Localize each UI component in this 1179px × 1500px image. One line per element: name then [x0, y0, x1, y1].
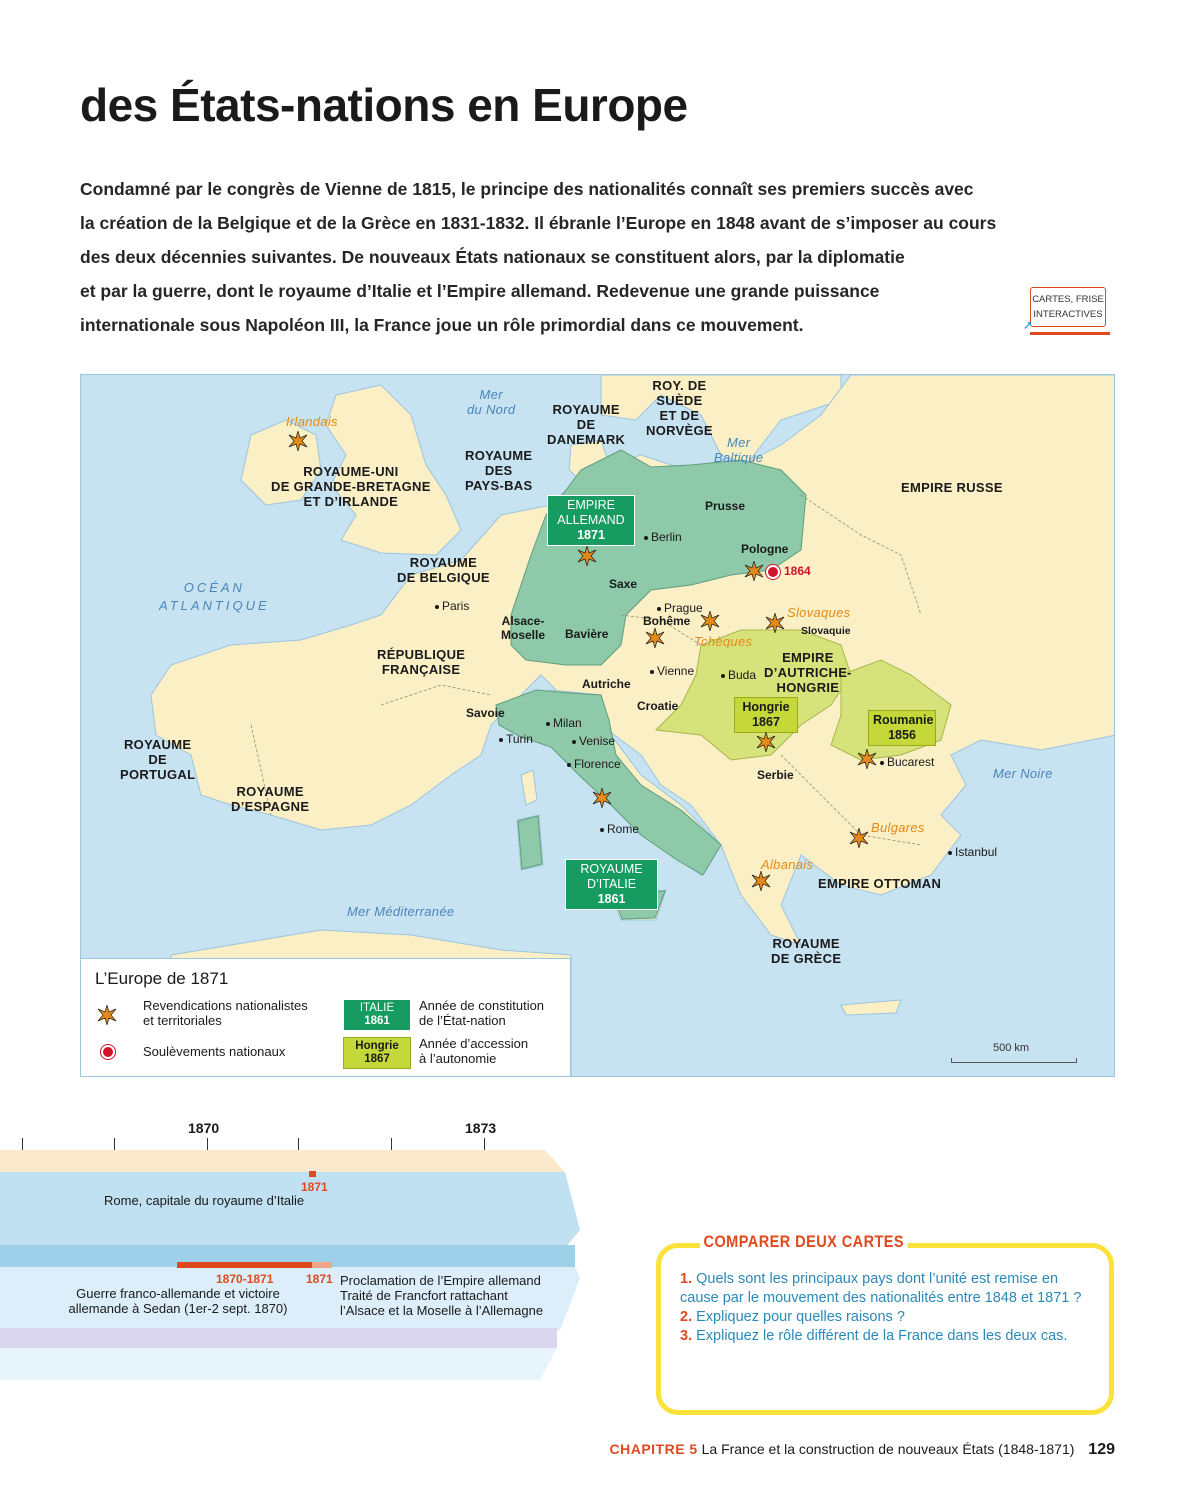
intro-line: Condamné par le congrès de Vienne de 1815, le principe des nationalités connaît ses premiers succès avec: [80, 179, 974, 199]
city-milan: Milan: [553, 716, 582, 730]
city-florence: Florence: [574, 757, 621, 771]
event-date: 1870-1871: [216, 1272, 274, 1286]
label-line: SUÈDE: [656, 393, 703, 408]
region-label-austria: Autriche: [582, 677, 631, 691]
question-text: Quels sont les principaux pays dont l’unité est remise en cause par le mouvement des nationalités entre 1848 et 1871 ?: [680, 1271, 1082, 1306]
badge-line: CARTES, FRISE: [1032, 294, 1104, 305]
legend-sample-year: 1867: [364, 1053, 390, 1065]
city-turin: Turin: [506, 732, 533, 746]
scale-bar: [951, 1058, 1077, 1063]
event-text-line: Traité de Francfort rattachant: [340, 1288, 508, 1303]
event-text-line: allemande à Sedan (1er-2 sept. 1870): [68, 1301, 288, 1316]
state-name: Roumanie: [873, 713, 934, 727]
timeline-band: [0, 1172, 580, 1248]
timeline-tick: [207, 1138, 208, 1150]
question-number: 2.: [680, 1309, 693, 1325]
state-box-romania: [868, 710, 936, 746]
region-label-bohemia: Bohême: [643, 614, 691, 628]
claim-star-icon: [577, 546, 597, 566]
label-line: PORTUGAL: [120, 767, 196, 782]
sea-label-black-sea: Mer Noire: [993, 766, 1053, 781]
footer-chapter: CHAPITRE 5: [609, 1441, 698, 1457]
question-number: 3.: [680, 1328, 693, 1344]
intro-line: et par la guerre, dont le royaume d’Italie et l’Empire allemand. Redevenue une grande puissance: [80, 281, 880, 301]
legend-sample-name: ITALIE: [359, 1002, 395, 1014]
legend-uprisings-text: Soulèvements nationaux: [143, 1044, 286, 1059]
label-line: Alsace-: [501, 614, 545, 628]
question-item: [680, 1308, 1100, 1327]
label-line: ROYAUME: [236, 784, 304, 799]
label-line: FRANÇAISE: [381, 662, 461, 677]
timeline-tick: [22, 1138, 23, 1150]
timeline-year: 1870: [188, 1120, 220, 1136]
claim-star-icon: [288, 431, 308, 451]
claim-star-icon: [857, 749, 877, 769]
legend-line: Année de constitution: [419, 998, 545, 1013]
uprising-icon: [766, 565, 780, 579]
sea-label-line: Mer: [479, 387, 503, 402]
event-text: [58, 1286, 298, 1316]
legend-uprising-icon: [101, 1045, 115, 1059]
legend-line: de l’État-nation: [419, 1013, 506, 1028]
city-rome: Rome: [607, 822, 640, 836]
sea-label-mediterranean: Mer Méditerranée: [347, 904, 455, 919]
label-line: D’AUTRICHE-: [764, 665, 852, 680]
event-date: 1871: [306, 1272, 333, 1286]
country-label-sweden: [646, 378, 713, 438]
label-line: ROYAUME: [772, 936, 840, 951]
label-line: DE BELGIQUE: [397, 570, 490, 585]
timeline-tick: [114, 1138, 115, 1150]
claim-star-icon: [744, 561, 764, 581]
people-label-slovaks: Slovaques: [787, 605, 851, 620]
event-text: [340, 1273, 543, 1318]
event-marker: [309, 1171, 316, 1177]
event-date: 1871: [301, 1180, 328, 1194]
claim-star-icon: [645, 628, 665, 648]
timeline-band: [0, 1328, 557, 1348]
page-footer: [609, 1441, 1115, 1459]
event-text-line: l’Alsace et la Moselle à l’Allemagne: [340, 1303, 544, 1318]
city-venice: Venise: [579, 734, 616, 748]
claim-star-icon: [756, 732, 776, 752]
state-box-german-empire: [547, 495, 635, 546]
state-box-hungary: [734, 697, 798, 733]
legend-line: et territoriales: [143, 1013, 222, 1028]
questions-list: [680, 1270, 1100, 1346]
people-label-bulgarians: Bulgares: [871, 820, 925, 835]
city-prague: Prague: [664, 601, 703, 615]
scale-label: 500 km: [993, 1042, 1030, 1054]
intro-line: la création de la Belgique et de la Grèce en 1831-1832. Il ébranle l’Europe en 1848 avant de s’imposer au cours: [80, 213, 997, 233]
legend-sample-name: Hongrie: [355, 1040, 399, 1052]
city-bucharest: Bucarest: [887, 755, 935, 769]
label-line: PAYS-BAS: [465, 478, 533, 493]
city-buda: Buda: [728, 668, 757, 682]
state-name-line: EMPIRE: [567, 498, 615, 512]
claim-star-icon: [849, 828, 869, 848]
timeline-tick: [484, 1138, 485, 1150]
state-year: 1867: [752, 715, 780, 729]
people-label-czechs: Tchèques: [694, 634, 753, 649]
region-label-slovakia: Slovaquie: [801, 625, 851, 637]
label-line: ET D’IRLANDE: [303, 494, 399, 509]
state-name-line: ROYAUME: [580, 862, 643, 876]
sea-label-line: Mer: [727, 435, 751, 450]
label-line: ET DE: [659, 408, 700, 423]
claim-star-icon: [700, 611, 720, 631]
claim-star-icon: [751, 871, 771, 891]
state-name-line: D’ITALIE: [586, 877, 637, 891]
region-label-bavaria: Bavière: [565, 627, 609, 641]
badge-underline: [1030, 332, 1110, 335]
people-label-irish: Irlandais: [286, 414, 338, 429]
legend-claim-star-icon: [97, 1005, 117, 1025]
state-name-line: ALLEMAND: [557, 513, 625, 527]
question-number: 1.: [680, 1271, 693, 1287]
legend-green-text: [419, 998, 544, 1028]
label-line: DANEMARK: [547, 432, 626, 447]
legend-yellow-text: [419, 1036, 528, 1066]
map-legend: [81, 958, 571, 1077]
legend-line: Revendications nationalistes: [143, 998, 308, 1013]
label-line: ROYAUME: [465, 448, 533, 463]
label-line: ROY. DE: [652, 378, 707, 393]
legend-green-sample: [343, 999, 411, 1031]
corsica-shape: [521, 770, 537, 805]
city-vienna: Vienne: [657, 664, 695, 678]
badge-line: INTERACTIVES: [1033, 309, 1103, 320]
europe-map: [80, 374, 1115, 1077]
timeline-band: [0, 1348, 557, 1380]
people-label-albanians: Albanais: [761, 857, 814, 872]
label-line: RÉPUBLIQUE: [377, 647, 466, 662]
label-line: Moselle: [501, 628, 546, 642]
label-line: ROYAUME: [409, 555, 478, 570]
state-year: 1856: [888, 728, 916, 742]
legend-sample-year: 1861: [364, 1015, 390, 1027]
label-line: EMPIRE: [782, 650, 834, 665]
intro-line: internationale sous Napoléon III, la France joue un rôle primordial dans ce mouvement.: [80, 315, 804, 335]
intro-line: des deux décennies suivantes. De nouveaux États nationaux se constituent alors, par la diplomatie: [80, 247, 905, 267]
page-title: des États-nations en Europe: [80, 79, 688, 131]
event-text-line: Proclamation de l’Empire allemand: [340, 1273, 541, 1288]
region-label-poland: Pologne: [741, 542, 789, 556]
page-number: 129: [1088, 1441, 1115, 1458]
question-item: [680, 1327, 1100, 1346]
timeline-band: [0, 1150, 565, 1172]
country-label-spain: [231, 784, 309, 814]
legend-yellow-sample: [343, 1037, 411, 1069]
label-line: DES: [484, 463, 513, 478]
cursor-arrow-icon: ➚: [1023, 318, 1034, 332]
sea-label-line: Baltique: [714, 450, 764, 465]
legend-line: Année d’accession: [419, 1036, 529, 1051]
label-line: D’ESPAGNE: [231, 799, 310, 814]
city-berlin: Berlin: [651, 530, 682, 544]
city-istanbul: Istanbul: [955, 845, 998, 859]
ocean-label-line: ATLANTIQUE: [159, 598, 270, 613]
intro-paragraph: [80, 172, 1120, 342]
timeline-tick: [298, 1138, 299, 1150]
label-line: DE GRANDE-BRETAGNE: [271, 479, 431, 494]
interactive-maps-button[interactable]: [1023, 287, 1106, 332]
legend-claims-text: [143, 998, 308, 1028]
country-label-france: [377, 647, 465, 677]
label-line: HONGRIE: [776, 680, 840, 695]
region-label-savoy: Savoie: [466, 706, 505, 720]
region-label-croatia: Croatie: [637, 699, 679, 713]
country-label-austria-hungary: [764, 650, 852, 695]
question-item: [680, 1270, 1100, 1308]
ocean-label-line: OCÉAN: [183, 580, 245, 595]
question-text: Expliquez le rôle différent de la France dans les deux cas.: [696, 1328, 1068, 1344]
claim-star-icon: [592, 788, 612, 808]
uprising-year: 1864: [784, 564, 811, 578]
city-paris: Paris: [442, 599, 470, 613]
ocean-label: [159, 579, 270, 615]
region-label-prussia: Prusse: [705, 499, 746, 513]
sardinia-green-shape: [518, 816, 542, 869]
sea-label-baltic: [714, 435, 763, 465]
timeline-year: 1873: [465, 1120, 497, 1136]
label-line: ROYAUME: [552, 402, 620, 417]
state-year: 1861: [597, 892, 626, 906]
country-label-portugal: [120, 737, 195, 782]
label-line: ROYAUME-UNI: [303, 464, 399, 479]
state-year: 1871: [577, 528, 605, 542]
label-line: DE: [576, 417, 596, 432]
footer-title: La France et la construction de nouveaux États (1848-1871): [701, 1441, 1075, 1457]
state-box-kingdom-italy: [565, 859, 658, 910]
crete-shape: [841, 1000, 901, 1015]
event-text-line: Guerre franco-allemande et victoire: [76, 1286, 280, 1301]
question-text: Expliquez pour quelles raisons ?: [696, 1309, 905, 1325]
country-label-russia: EMPIRE RUSSE: [901, 480, 1003, 495]
country-label-greece: [771, 936, 841, 966]
region-label-saxony: Saxe: [609, 577, 638, 591]
legend-title: L’Europe de 1871: [95, 969, 229, 988]
event-text: Rome, capitale du royaume d’Italie: [104, 1193, 305, 1208]
event-bar: [312, 1262, 332, 1268]
claim-star-icon: [765, 613, 785, 633]
country-label-uk: [271, 464, 431, 509]
country-label-ottoman: EMPIRE OTTOMAN: [818, 876, 942, 891]
label-line: NORVÈGE: [646, 423, 713, 438]
country-label-netherlands: [465, 448, 532, 493]
questions-title: COMPARER DEUX CARTES: [700, 1233, 908, 1252]
legend-line: à l’autonomie: [419, 1051, 497, 1066]
region-label-serbia: Serbie: [757, 768, 794, 782]
sea-label-line: du Nord: [467, 402, 516, 417]
state-name: Hongrie: [742, 700, 790, 714]
label-line: ROYAUME: [123, 737, 192, 752]
sea-label-north: [467, 387, 515, 417]
country-label-denmark: [547, 402, 625, 447]
region-label-alsace-moselle: [501, 614, 545, 642]
label-line: DE: [148, 752, 167, 767]
label-line: DE GRÈCE: [771, 951, 842, 966]
timeline-tick: [391, 1138, 392, 1150]
event-bar: [177, 1262, 312, 1268]
country-label-belgium: [397, 555, 490, 585]
